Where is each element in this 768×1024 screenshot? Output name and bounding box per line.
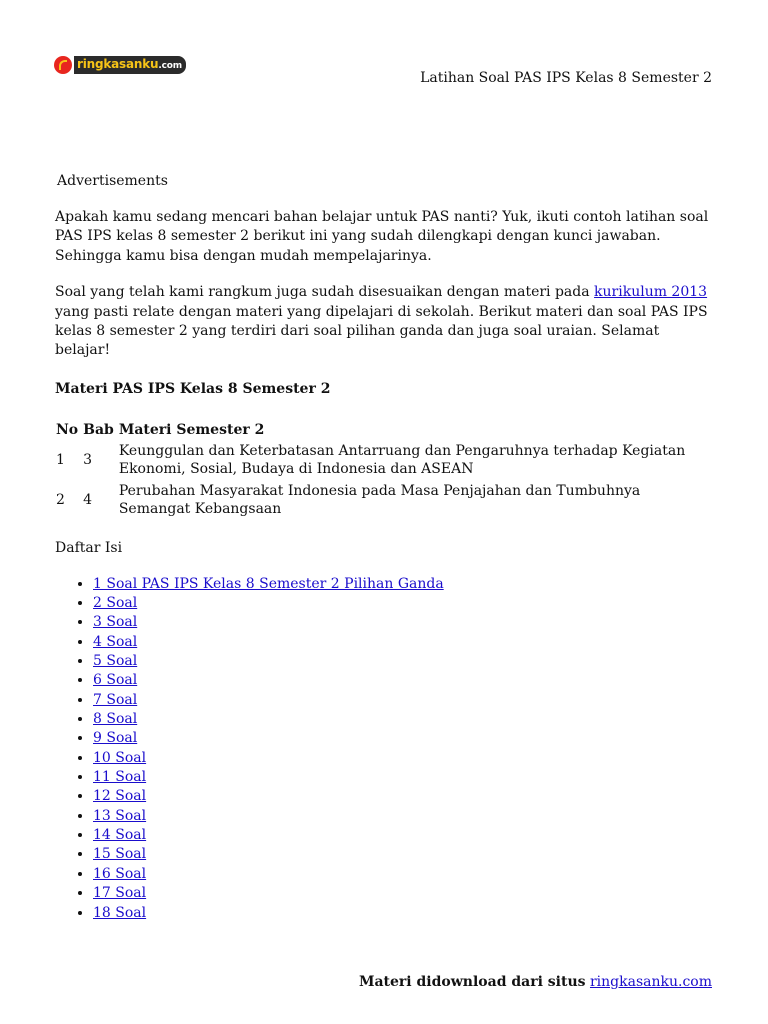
toc-link[interactable]: 8 Soal <box>93 711 138 728</box>
site-logo[interactable] <box>54 55 186 75</box>
toc-link[interactable]: 15 Soal <box>93 846 147 863</box>
toc-label: Daftar Isi <box>55 540 123 557</box>
toc-item <box>93 884 715 903</box>
row-materi: Perubahan Masyarakat Indonesia pada Masa Penjajahan dan Tumbuhnya Semangat Kebangsaan <box>118 483 641 518</box>
toc-link[interactable]: 6 Soal <box>93 672 138 689</box>
row-no: 1 <box>56 452 65 469</box>
toc-link[interactable]: 7 Soal <box>93 691 138 708</box>
toc-item <box>93 594 715 613</box>
toc-item <box>93 904 715 923</box>
row-bab: 4 <box>83 492 93 509</box>
toc-item <box>93 826 715 845</box>
toc-link[interactable]: 14 Soal <box>93 827 147 844</box>
toc-link[interactable]: 12 Soal <box>93 788 147 805</box>
toc-link[interactable]: 2 Soal <box>93 595 138 611</box>
toc-link[interactable]: 10 Soal <box>93 749 147 766</box>
intro-p2-after: yang pasti relate dengan materi yang dipelajari di sekolah. Berikut materi dan soal PAS IPS kelas 8 semester 2 yang terdiri dari soal pilihan ganda dan juga soal uraian. Selamat belajar! <box>55 303 708 359</box>
toc-item <box>93 749 715 768</box>
table-of-contents <box>55 575 715 923</box>
table-row <box>55 481 712 519</box>
toc-link[interactable]: 9 Soal <box>93 730 138 747</box>
logo-suffix: .com <box>158 61 182 71</box>
toc-item <box>93 729 715 748</box>
header-materi: Materi Semester 2 <box>118 422 265 439</box>
materi-table <box>52 419 715 521</box>
toc-item <box>93 633 715 652</box>
toc-link[interactable]: 1 Soal PAS IPS Kelas 8 Semester 2 Pilihan Ganda <box>93 575 444 592</box>
footer-label: Materi didownload dari situs <box>358 974 586 990</box>
toc-item <box>93 691 715 710</box>
header-no: No <box>56 422 79 439</box>
toc-item <box>93 787 715 806</box>
page-header-title: Latihan Soal PAS IPS Kelas 8 Semester 2 <box>420 70 712 86</box>
toc-link[interactable]: 3 Soal <box>93 614 138 631</box>
row-materi: Keunggulan dan Keterbatasan Antarruang dan Pengaruhnya terhadap Kegiatan Ekonomi, Sosial, Budaya di Indonesia dan ASEAN <box>118 443 686 478</box>
toc-link[interactable]: 13 Soal <box>93 807 147 824</box>
toc-item <box>93 613 715 632</box>
toc-item <box>93 710 715 729</box>
row-bab: 3 <box>83 452 93 469</box>
toc-link[interactable]: 11 Soal <box>93 769 147 786</box>
page-footer <box>359 974 712 990</box>
toc-item <box>93 652 715 671</box>
intro-p2-before: Soal yang telah kami rangkum juga sudah disesuaikan dengan materi pada <box>55 284 595 301</box>
logo-text <box>74 56 186 74</box>
toc-item <box>93 671 715 690</box>
toc-item <box>93 865 715 884</box>
toc-item <box>93 768 715 787</box>
intro-paragraph-2 <box>55 283 715 361</box>
intro-paragraph-1: Apakah kamu sedang mencari bahan belajar untuk PAS nanti? Yuk, ikuti contoh latihan soal PAS IPS kelas 8 semester 2 berikut ini yang sudah dilengkapi dengan kunci jawaban. Sehingga kamu bisa dengan mudah mempelajarinya. <box>55 209 709 264</box>
toc-link[interactable]: 18 Soal <box>93 904 147 921</box>
footer-site-link[interactable]: ringkasanku.com <box>589 974 712 990</box>
toc-link[interactable]: 16 Soal <box>93 865 147 882</box>
table-row <box>55 441 712 479</box>
row-no: 2 <box>56 492 65 509</box>
toc-item <box>93 575 715 594</box>
kurikulum-link[interactable]: kurikulum 2013 <box>594 284 708 301</box>
logo-r-icon <box>54 56 72 74</box>
materi-table-header <box>55 421 712 439</box>
toc-link[interactable]: 5 Soal <box>93 653 138 670</box>
toc-item <box>93 845 715 864</box>
materi-section-title: Materi PAS IPS Kelas 8 Semester 2 <box>55 380 331 397</box>
advertisements-label: Advertisements <box>57 173 168 189</box>
header-bab: Bab <box>83 422 114 439</box>
toc-link[interactable]: 17 Soal <box>93 885 147 902</box>
logo-name: ringkasanku <box>77 57 159 71</box>
toc-item <box>93 807 715 826</box>
article-body <box>55 208 715 923</box>
toc-link[interactable]: 4 Soal <box>93 633 138 650</box>
